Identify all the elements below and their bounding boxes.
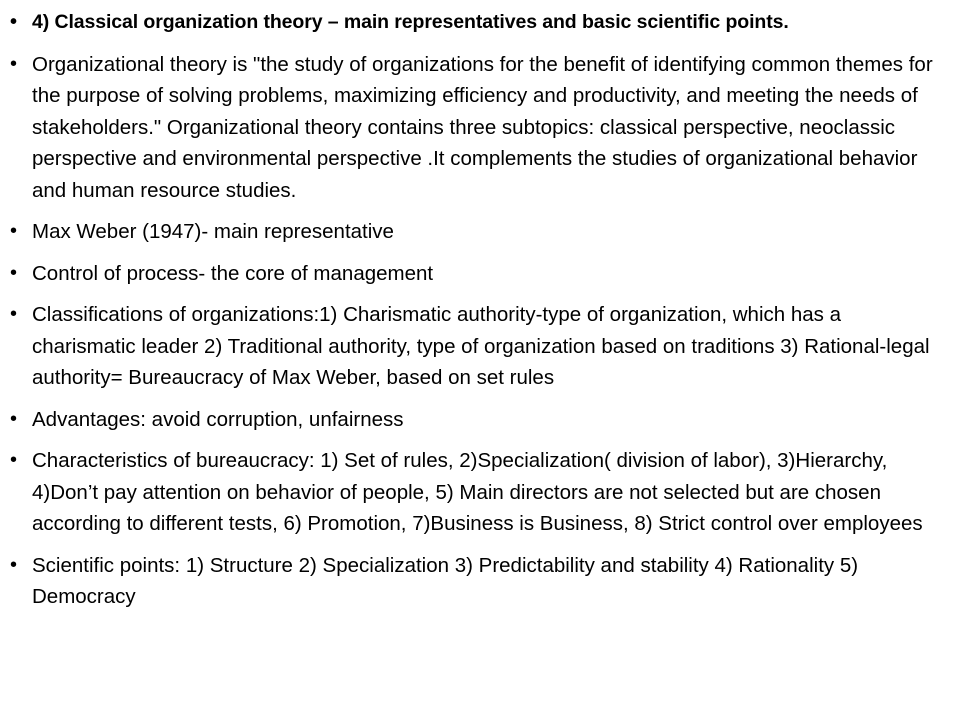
bullet-text: Advantages: avoid corruption, unfairness [32, 407, 404, 431]
bullet-dot-icon: • [10, 407, 18, 430]
bullet-characteristics [10, 445, 948, 540]
bullet-organizational-theory [10, 49, 948, 207]
bullet-dot-icon: • [10, 303, 18, 325]
bullet-text: Organizational theory is "the study of organizations for the benefit of identifying common themes for the purpose of solving problems, maximizing efficiency and productivity, and meeting the needs of stakeholders." Organizational theory contains three subtopics: classical perspective, neoclassic perspective and environmental perspective .It complements the studies of organizational behavior and human resource studies. [32, 52, 933, 202]
bullet-control-of-process [10, 258, 948, 290]
bullet-text: Control of process- the core of management [32, 261, 434, 285]
bullet-scientific-points [10, 550, 948, 613]
bullet-dot-icon: • [10, 52, 18, 75]
bullet-classifications [10, 299, 948, 394]
bullet-dot-icon: • [10, 11, 17, 33]
bullet-max-weber [10, 216, 948, 248]
bullet-text: Max Weber (1947)- main representative [32, 220, 394, 243]
bullet-dot-icon: • [10, 261, 18, 284]
slide-heading-text: 4) Classical organization theory – main representatives and basic scientific points. [32, 11, 789, 33]
bullet-dot-icon: • [10, 220, 18, 242]
bullet-dot-icon: • [10, 449, 18, 471]
bullet-text: Scientific points: 1) Structure 2) Specialization 3) Predictability and stability 4) Rationality 5) Democracy [32, 553, 859, 608]
bullet-list [10, 7, 948, 623]
bullet-text: Classifications of organizations:1) Charismatic authority-type of organization, which has a charismatic leader 2) Traditional authority, type of organization based on traditions 3) Rational-legal authority= Bureaucracy of Max Weber, based on set rules [32, 303, 930, 389]
bullet-dot-icon: • [10, 553, 18, 576]
bullet-text: Characteristics of bureaucracy: 1) Set of rules, 2)Specialization( division of labor), 3)Hierarchy, 4)Don’t pay attention on behavior of people, 5) Main directors are not selected but are chosen according to different tests, 6) Promotion, 7)Business is Business, 8) Strict control over employees [32, 449, 923, 535]
bullet-advantages [10, 404, 948, 436]
slide-heading-bullet [10, 7, 948, 39]
